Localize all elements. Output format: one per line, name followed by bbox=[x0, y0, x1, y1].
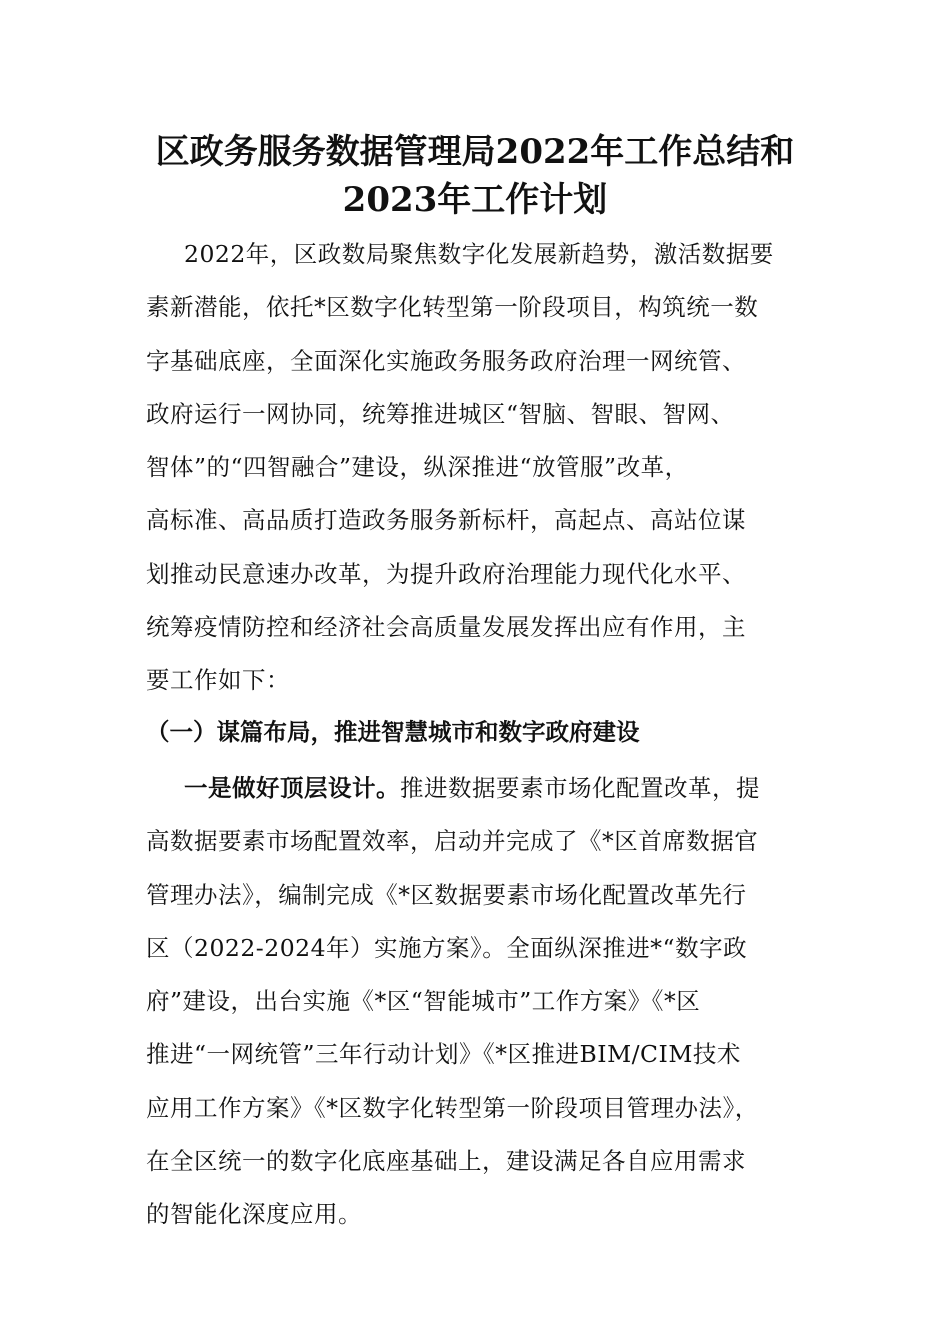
section-heading: （一）谋篇布局，推进智慧城市和数字政府建设 bbox=[146, 718, 640, 746]
paragraph-line: 要工作如下： bbox=[146, 666, 290, 695]
intro-paragraph bbox=[146, 228, 826, 708]
paragraph-line: 高数据要素市场配置效率，启动并完成了《*区首席数据官 bbox=[146, 827, 759, 856]
section-paragraph bbox=[146, 762, 826, 1242]
paragraph-line: 在全区统一的数字化底座基础上，建设满足各自应用需求 bbox=[146, 1147, 746, 1176]
paragraph-line: 素新潜能，依托*区数字化转型第一阶段项目，构筑统一数 bbox=[146, 293, 759, 322]
paragraph-line: 区（2022-2024年）实施方案》。全面纵深推进*“数字政 bbox=[146, 933, 748, 962]
paragraph-line: 划推动民意速办改革，为提升政府治理能力现代化水平、 bbox=[146, 559, 746, 588]
paragraph-line: 应用工作方案》《*区数字化转型第一阶段项目管理办法》， bbox=[146, 1093, 759, 1122]
paragraph-line: 管理办法》，编制完成《*区数据要素市场化配置改革先行 bbox=[146, 880, 747, 909]
paragraph-line: 的智能化深度应用。 bbox=[146, 1200, 362, 1229]
paragraph-line: 高标准、高品质打造政务服务新标杆，高起点、高站位谋 bbox=[146, 506, 746, 535]
paragraph-line: 推进“一网统管”三年行动计划》《*区推进BIM/CIM技术 bbox=[146, 1040, 741, 1069]
paragraph-first-line-text: 推进数据要素市场化配置改革，提 bbox=[400, 774, 760, 802]
paragraph-line: 府”建设，出台实施《*区“智能城市”工作方案》《*区 bbox=[146, 987, 701, 1016]
paragraph-first-line bbox=[146, 762, 826, 815]
paragraph-line: 智体”的“四智融合”建设，纵深推进“放管服”改革， bbox=[146, 453, 689, 482]
paragraph-line: 2022年，区政数局聚焦数字化发展新趋势，激活数据要 bbox=[184, 240, 774, 268]
paragraph-line: 字基础底座，全面深化实施政务服务政府治理一网统管、 bbox=[146, 346, 746, 375]
document-title-line-1: 区政务服务数据管理局2022年工作总结和 bbox=[155, 132, 795, 172]
document-title-line-2: 2023年工作计划 bbox=[342, 180, 608, 220]
paragraph-lead: 一是做好顶层设计。 bbox=[184, 774, 400, 802]
paragraph-line: 政府运行一网协同，统筹推进城区“智脑、智眼、智网、 bbox=[146, 399, 735, 428]
paragraph-line: 统筹疫情防控和经济社会高质量发展发挥出应有作用，主 bbox=[146, 613, 746, 642]
